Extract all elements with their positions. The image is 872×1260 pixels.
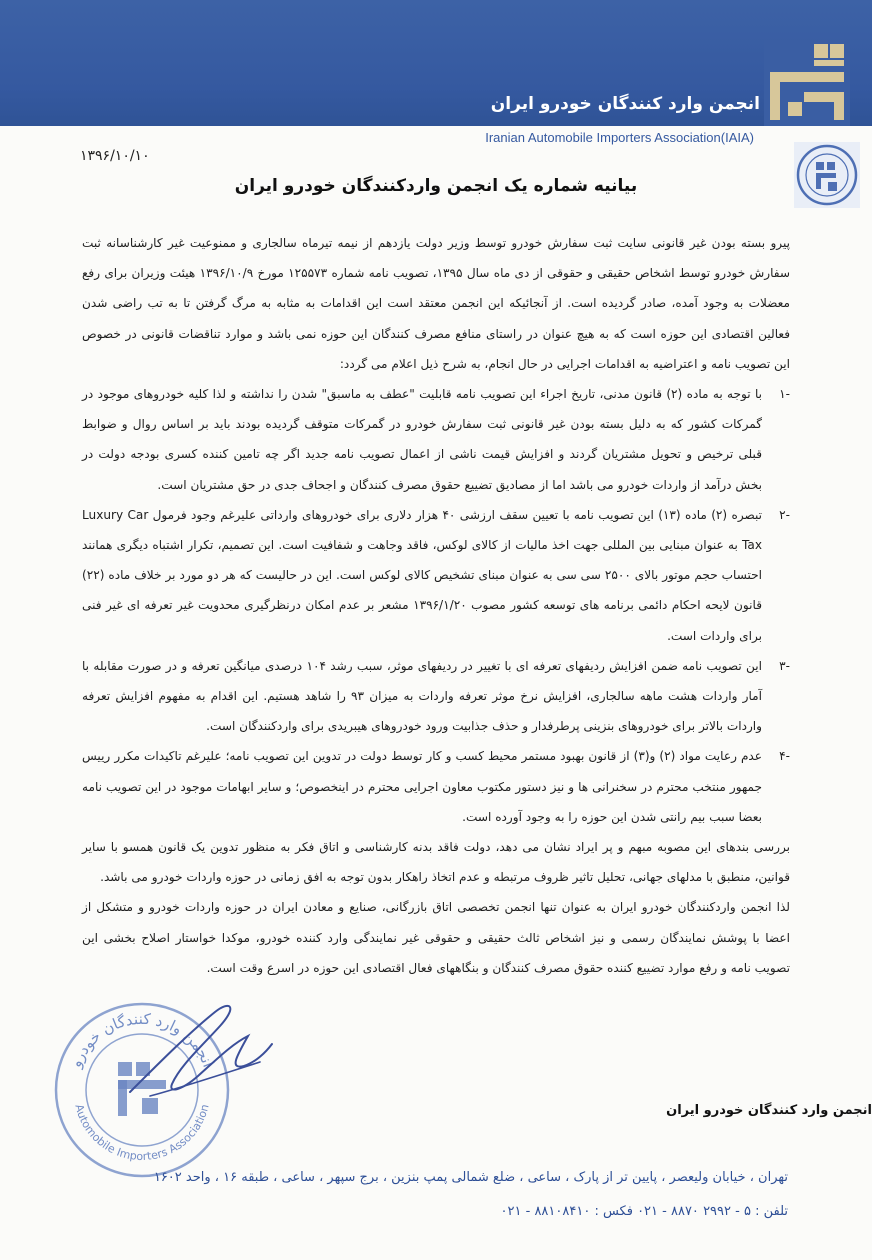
list-item — [82, 379, 790, 500]
conclusion-paragraph: لذا انجمن واردکنندگان خودرو ایران به عنوان تنها انجمن تخصصی اتاق بازرگانی، صنایع و معادن ایران در حوزه واردات خودرو و متشکل از اعضا با پوشش نمایندگان رسمی و نیز اشخاص ثالث حقیقی و حقوقی غیر نمایندگی وارد کننده خودرو، موکدا خواستار اصلاح بخشی این تصویب نامه و رفع موارد تضییع کننده حقوق مصرف کنندگان و بنگاههای فعال اقتصادی این حوزه در اسرع وقت است. — [82, 900, 790, 975]
seal-icon — [794, 142, 860, 208]
signature-icon — [120, 992, 280, 1112]
letterhead-org-name-en: Iranian Automobile Importers Association(IAIA) — [485, 130, 754, 145]
list-item-number: -۴ — [779, 749, 790, 764]
document-body — [82, 228, 790, 983]
document-title: بیانیه شماره یک انجمن واردکنندگان خودرو ایران — [234, 176, 638, 196]
document-date: ۱۳۹۶/۱۰/۱۰ — [80, 148, 150, 164]
list-item-text: عدم رعایت مواد (۲) و(۳) از قانون بهبود مستمر محیط کسب و کار توسط دولت در تدوین این تصویب نامه؛ علیرغم تاکیدات مکرر رییس جمهور منتخب محترم در سخنرانی ها و نیز دستور مکتوب معاون اجرایی محترم در اینخصوص؛ و سایر ابهامات موجود در این تصویب نامه بعضا سبب بیم رانتی شدن این حوزه را به وجود آورده است. — [82, 749, 763, 824]
list-item-number: -۲ — [779, 507, 790, 522]
list-item-number: -۱ — [779, 387, 790, 402]
association-logo-icon — [764, 40, 850, 126]
list-item — [82, 651, 790, 742]
svg-text:انجمن وارد کنندگان خودرو: انجمن وارد کنندگان خودرو — [66, 1009, 218, 1070]
list-item-number: -۳ — [779, 658, 790, 673]
intro-paragraph: پیرو بسته بودن غیر قانونی سایت ثبت سفارش خودرو توسط وزیر دولت یازدهم از نیمه تیرماه سالجاری و ممنوعیت غیر کارشناسانه ثبت سفارش خودرو توسط اشخاص حقیقی و حقوقی از دی ماه سال ۱۳۹۵، تصویب نامه شماره ۱۲۵۵۷۳ مورخ ۱۳۹۶/۱۰/۹ هیئت وزیران برای رفع معضلات به وجود آمده، صادر گردیده است. از آنجائیکه این انجمن معتقد است این اقدامات به مثابه به مرگ گرفتن تا به تب راضی شدن فعالین اقتصادی این حوزه است که به هیچ عنوان در راستای منافع مصرف کنندگان این حوزه نمی باشد و موارد تناقضات قانونی در خصوص این تصویب نامه و اعتراضیه به اقدامات اجرایی در حال انجام، به شرح ذیل اعلام می گردد: — [82, 236, 791, 371]
signatory-name: انجمن وارد کنندگان خودرو ایران — [666, 1103, 872, 1118]
footer-phone: تلفن : ۵ - ۲۹۹۲ ۸۸۷۰ - ۰۲۱ فکس : ۸۸۱۰۸۴۱۰ - ۰۲۱ — [500, 1204, 788, 1219]
list-item-text: این تصویب نامه ضمن افزایش ردیفهای تعرفه ای با تغییر در ردیفهای موثر، سبب رشد ۱۰۴ درصدی میانگین تعرفه و در صورت مقابله با آمار واردات هشت ماهه سالجاری، افزایش نرخ موثر تعرفه واردات به میزان ۹۳ را شاهد هستیم. این اقدام به مفهوم افزایش تعرفه واردات بالاتر برای خودروهای بنزینی پرطرفدار و حذف جذابیت ورود خودروهای هیبریدی برای واردکنندگان است. — [82, 658, 763, 734]
svg-text:Automobile Importers Associati: Automobile Importers Association — [72, 1102, 212, 1164]
list-item — [82, 741, 790, 832]
footer-address: تهران ، خیابان ولیعصر ، پایین تر از پارک ، ساعی ، ضلع شمالی پمپ بنزین ، برج سپهر ، ساعی ، طبقه ۱۶ ، واحد ۱۶۰۲ — [153, 1170, 788, 1185]
analysis-paragraph: بررسی بندهای این مصوبه مبهم و پر ایراد نشان می دهد، دولت فاقد بدنه کارشناسی و اتاق فکر به منظور تدوین یک قانون همسو با سایر قوانین، منطبق با مدلهای جهانی، تحلیل تاثیر ظروف مرتبطه و عدم اتخاذ راهکار بدون توجه به افق زمانی در حوزه واردات خودرو می باشد. — [82, 840, 790, 885]
list-item-text: تبصره (۲) ماده (۱۳) این تصویب نامه با تعیین سقف ارزشی ۴۰ هزار دلاری برای خودروهای وارداتی علیرغم وجود فرمول Luxury Car Tax به عنوان مبنایی بین المللی جهت اخذ مالیات از کالای لوکس، فاقد وجاهت و شفافیت است. این تصمیم، تکرار اشتباه دیگری همانند احتساب حجم موتور بالای ۲۵۰۰ سی سی به عنوان مبنای تشخیص کالای لوکس است. این در حالیست که هر دو مورد بر خلاف ماده (۲۲) قانون لایحه احکام دائمی برنامه های توسعه کشور مصوب ۱۳۹۶/۱/۲۰ مشعر بر عدم امکان درنظرگیری محدویت غیر تعرفه ای غیر فنی برای واردات است. — [82, 507, 762, 643]
list-item-text: با توجه به ماده (۲) قانون مدنی، تاریخ اجراء این تصویب نامه قابلیت "عطف به ماسبق" شدن را نداشته و لذا کلیه خودروهای موجود در گمرکات کشور که به دلیل بسته بودن غیر قانونی ثبت سفارش خودرو در گمرکات متوقف گردیده بودند باید بر اساس روال و ضوابط قبلی ترخیص و تحویل مشتریان گردند و افزایش قیمت ناشی از اعمال تصویب نامه جدید اگر چه تامین کننده کسری بودجه دولت در بخش درآمد از واردات خودرو می باشد اما از مصادیق تضییع حقوق مصرف کنندگان و اجحاف جدی در حق مشتریان است. — [82, 387, 762, 492]
letterhead-org-name: انجمن وارد کنندگان خودرو ایران — [490, 94, 760, 114]
list-item — [82, 500, 790, 651]
